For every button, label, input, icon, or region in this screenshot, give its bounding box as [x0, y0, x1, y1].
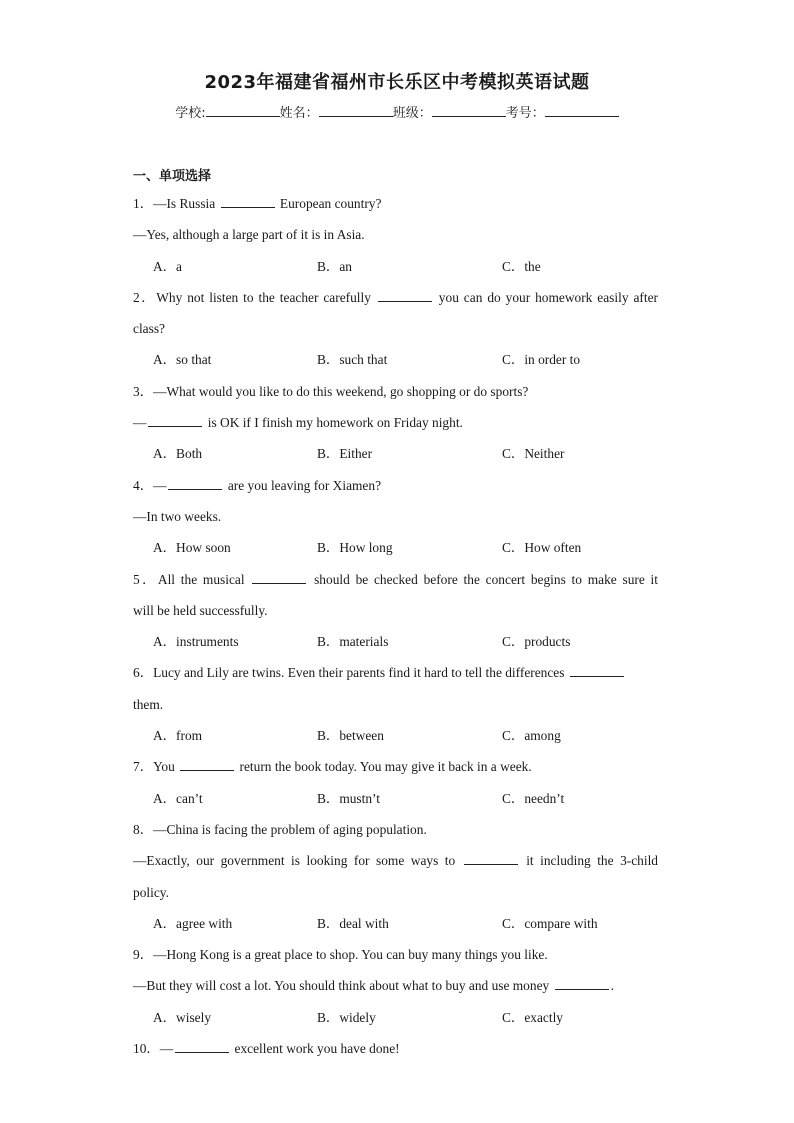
question-text: — — [133, 415, 147, 431]
question-item — [133, 939, 658, 1033]
option-b[interactable]: B．an — [317, 258, 352, 274]
options-row — [133, 1002, 658, 1033]
question-text: —In two weeks. — [133, 508, 222, 524]
question-text: you can do your homework easily after — [433, 289, 658, 305]
question-text: 9．—Hong Kong is a great place to shop. You can buy many things you like. — [133, 947, 548, 963]
question-line — [133, 282, 658, 313]
option-b[interactable]: B．mustn’t — [317, 790, 380, 806]
question-text: policy. — [133, 884, 169, 900]
school-label: 学校: — [175, 106, 206, 121]
class-field — [393, 102, 506, 121]
answer-blank[interactable] — [570, 663, 624, 677]
answer-blank[interactable] — [252, 570, 306, 584]
section-title: 一、单项选择 — [133, 169, 212, 184]
option-a[interactable]: A．can’t — [153, 790, 203, 806]
options-row — [133, 532, 658, 563]
question-text: —Yes, although a large part of it is in Asia. — [133, 227, 365, 243]
student-info-line — [0, 102, 794, 121]
answer-blank[interactable] — [180, 757, 234, 771]
question-text: 1．—Is Russia — [133, 196, 219, 211]
question-line — [133, 845, 658, 876]
question-line — [133, 595, 658, 626]
option-b[interactable]: B．materials — [317, 634, 389, 650]
question-text: 7．You — [133, 759, 179, 775]
question-text: —Exactly, our government is looking for some ways to — [133, 853, 462, 869]
option-c[interactable]: C．needn’t — [502, 790, 565, 806]
option-a[interactable]: A．from — [153, 728, 203, 744]
option-c[interactable]: C．products — [502, 634, 571, 650]
question-line — [133, 657, 658, 688]
name-field — [280, 102, 393, 121]
question-text: —But they will cost a lot. You should think about what to buy and use money — [133, 978, 553, 994]
option-a[interactable]: A．instruments — [153, 634, 239, 650]
question-text: it including the 3-child — [519, 853, 658, 869]
options-row — [133, 783, 658, 814]
question-line — [133, 970, 658, 1001]
option-c[interactable]: C．exactly — [502, 1009, 563, 1025]
question-line — [133, 814, 658, 845]
option-c[interactable]: C．the — [502, 258, 541, 274]
option-b[interactable]: B．such that — [317, 352, 388, 368]
option-b[interactable]: B．widely — [317, 1009, 376, 1025]
answer-blank[interactable] — [148, 413, 202, 427]
question-text: 4．— — [133, 477, 167, 493]
question-item — [133, 751, 658, 814]
option-c[interactable]: C．compare with — [502, 915, 598, 931]
question-item — [133, 814, 658, 939]
option-c[interactable]: C．among — [502, 728, 561, 744]
option-c[interactable]: C．Neither — [502, 446, 565, 462]
question-item — [133, 657, 658, 751]
option-b[interactable]: B．deal with — [317, 915, 389, 931]
question-text: class? — [133, 321, 165, 337]
options-row — [133, 344, 658, 375]
question-line — [133, 751, 658, 782]
question-line — [133, 501, 658, 532]
question-text: are you leaving for Xiamen? — [224, 477, 382, 493]
question-line — [133, 313, 658, 344]
school-blank[interactable] — [206, 104, 280, 117]
question-text: 8．—China is facing the problem of aging population. — [133, 821, 427, 837]
answer-blank[interactable] — [175, 1039, 229, 1053]
question-line — [133, 188, 658, 219]
option-a[interactable]: A．wisely — [153, 1009, 212, 1025]
exam-number-label: 考号： — [505, 106, 545, 121]
question-text: 6．Lucy and Lily are twins. Even their parents find it hard to tell the differences — [133, 665, 568, 681]
question-item — [133, 564, 658, 658]
option-c[interactable]: C．in order to — [502, 352, 581, 368]
question-line — [133, 470, 658, 501]
class-label: 班级： — [392, 106, 432, 121]
exam-number-field — [506, 102, 619, 121]
question-item — [133, 188, 658, 282]
option-b[interactable]: B．between — [317, 728, 384, 744]
option-c[interactable]: C．How often — [502, 540, 582, 556]
class-blank[interactable] — [432, 104, 506, 117]
answer-blank[interactable] — [555, 976, 609, 990]
option-a[interactable]: A．so that — [153, 352, 212, 368]
options-row — [133, 438, 658, 469]
question-line — [133, 689, 658, 720]
question-list — [133, 188, 658, 1064]
answer-blank[interactable] — [221, 194, 275, 208]
option-b[interactable]: B．How long — [317, 540, 393, 556]
question-text: . — [610, 978, 614, 994]
question-text: 5．All the musical — [133, 571, 251, 587]
options-row — [133, 251, 658, 282]
question-text: 3．—What would you like to do this weekend, go shopping or do sports? — [133, 383, 529, 399]
question-text: them. — [133, 696, 164, 712]
option-a[interactable]: A．agree with — [153, 915, 233, 931]
name-blank[interactable] — [319, 104, 393, 117]
question-line — [133, 219, 658, 250]
options-row — [133, 720, 658, 751]
question-line — [133, 939, 658, 970]
option-b[interactable]: B．Either — [317, 446, 373, 462]
question-line — [133, 1033, 658, 1064]
name-label: 姓名： — [279, 106, 319, 121]
question-item — [133, 376, 658, 470]
answer-blank[interactable] — [378, 288, 432, 302]
answer-blank[interactable] — [464, 851, 518, 865]
question-item — [133, 282, 658, 376]
option-a[interactable]: A．a — [153, 258, 183, 274]
option-a[interactable]: A．Both — [153, 446, 203, 462]
options-row — [133, 626, 658, 657]
exam-number-blank[interactable] — [545, 104, 619, 117]
question-text: excellent work you have done! — [231, 1041, 400, 1057]
question-text: will be held successfully. — [133, 602, 268, 618]
answer-blank[interactable] — [168, 476, 222, 490]
options-row — [133, 908, 658, 939]
question-item — [133, 470, 658, 564]
question-text: return the book today. You may give it back in a week. — [236, 759, 532, 775]
question-line — [133, 407, 658, 438]
question-text: 2．Why not listen to the teacher carefully — [133, 289, 376, 305]
question-line — [133, 376, 658, 407]
question-item — [133, 1033, 658, 1064]
school-field — [175, 102, 279, 121]
exam-title: 2023年福建省福州市长乐区中考模拟英语试题 — [204, 72, 590, 93]
question-line — [133, 564, 658, 595]
question-text: should be checked before the concert begins to make sure it — [308, 571, 658, 587]
question-text: European country? — [276, 196, 382, 211]
question-text: 10．— — [133, 1041, 174, 1057]
question-line — [133, 877, 658, 908]
question-text: is OK if I finish my homework on Friday night. — [204, 415, 463, 431]
option-a[interactable]: A．How soon — [153, 540, 231, 556]
